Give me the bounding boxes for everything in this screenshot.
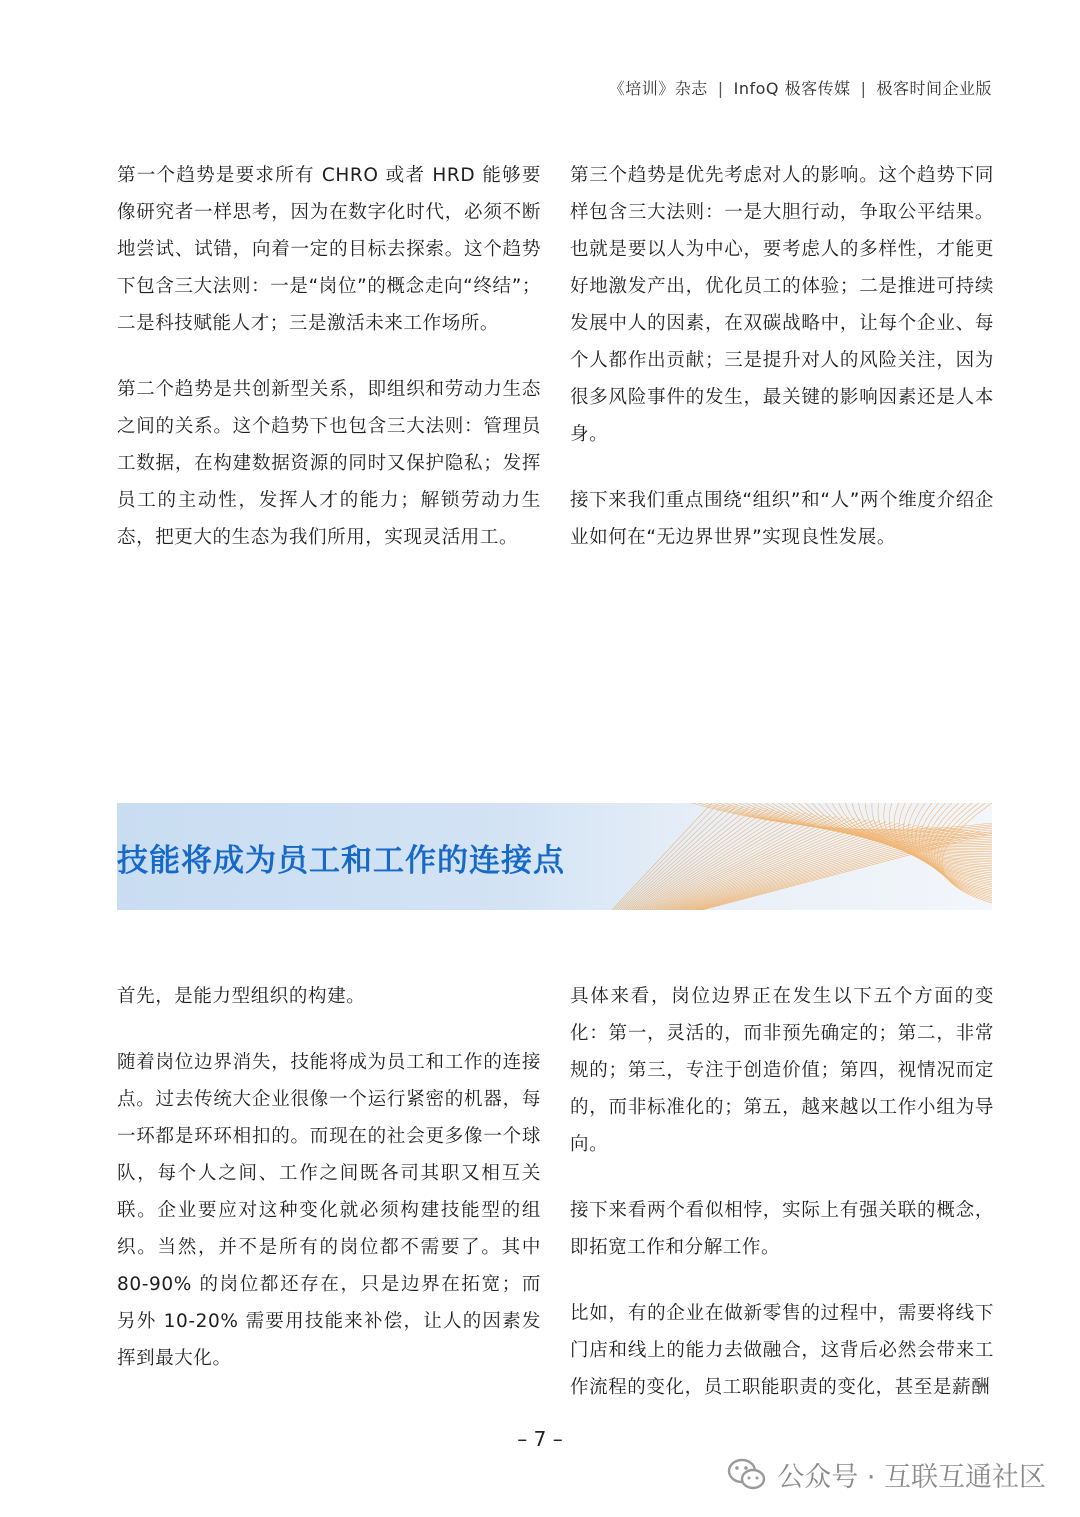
header-separator: | bbox=[860, 79, 867, 98]
paragraph-trend-3: 第三个趋势是优先考虑对人的影响。这个趋势下同样包含三大法则：一是大胆行动，争取公平结果。也就是要以人为中心，要考虑人的多样性，才能更好地激发产出，优化员工的体验；二是推进可持续发展中人的因素，在双碳战略中，让每个企业、每个人都作出贡献；三是提升对人的风险关注，因为很多风险事件的发生，最关键的影响因素还是人本身。 bbox=[570, 165, 994, 445]
paragraph-new-retail: 比如，有的企业在做新零售的过程中，需要将线下门店和线上的能力去做融合，这背后必然会带来工作流程的变化，员工职能职责的变化，甚至是薪酬 bbox=[570, 1303, 994, 1398]
running-header bbox=[609, 76, 992, 99]
paragraph-broaden-decompose: 接下来看两个看似相悖，实际上有强关联的概念，即拓宽工作和分解工作。 bbox=[570, 1200, 994, 1258]
paragraph-trend-1: 第一个趋势是要求所有 CHRO 或者 HRD 能够要像研究者一样思考，因为在数字化时代，必须不断地尝试、试错，向着一定的目标去探索。这个趋势下包含三大法则：一是“岗位”的概念走向“终结”；二是科技赋能人才；三是激活未来工作场所。 bbox=[117, 165, 541, 334]
header-geektime: 极客时间企业版 bbox=[876, 79, 992, 98]
column-top-left bbox=[117, 157, 541, 556]
paragraph-capability-org: 首先，是能力型组织的构建。 bbox=[117, 986, 366, 1007]
paragraph-trend-2: 第二个趋势是共创新型关系，即组织和劳动力生态之间的关系。这个趋势下也包含三大法则：管理员工数据，在构建数据资源的同时又保护隐私；发挥员工的主动性，发挥人才的能力；解锁劳动力生态，把更大的生态为我们所用，实现灵活用工。 bbox=[117, 379, 541, 548]
section-title: 技能将成为员工和工作的连接点 bbox=[117, 843, 565, 879]
paragraph-skills-connection: 随着岗位边界消失，技能将成为员工和工作的连接点。过去传统大企业很像一个运行紧密的机器，每一环都是环环相扣的。而现在的社会更多像一个球队，每个人之间、工作之间既各司其职又相互关联。企业要应对这种变化就必须构建技能型的组织。当然，并不是所有的岗位都不需要了。其中 80-90% 的岗位都还存在，只是边界在拓宽；而另外 10-20% 需要用技能来补偿，让人的因素发挥到最大化。 bbox=[117, 1052, 541, 1369]
page-number: – 7 – bbox=[517, 1427, 563, 1451]
decorative-lines-graphic bbox=[572, 803, 992, 910]
watermark bbox=[727, 1455, 1046, 1494]
header-infoq: InfoQ 极客传媒 bbox=[733, 79, 851, 98]
header-separator: | bbox=[717, 79, 724, 98]
column-top-right bbox=[570, 157, 994, 556]
watermark-text: 公众号 · 互联互通社区 bbox=[777, 1462, 1046, 1493]
wechat-icon bbox=[727, 1458, 767, 1492]
column-bottom-right bbox=[570, 978, 994, 1406]
column-bottom-left bbox=[117, 978, 541, 1377]
paragraph-intro-dimensions: 接下来我们重点围绕“组织”和“人”两个维度介绍企业如何在“无边界世界”实现良性发展。 bbox=[570, 490, 994, 548]
paragraph-five-changes: 具体来看，岗位边界正在发生以下五个方面的变化：第一，灵活的，而非预先确定的；第二，非常规的；第三，专注于创造价值；第四，视情况而定的，而非标准化的；第五，越来越以工作小组为导向。 bbox=[570, 986, 994, 1155]
header-magazine: 《培训》杂志 bbox=[608, 79, 708, 98]
section-banner bbox=[117, 803, 992, 910]
